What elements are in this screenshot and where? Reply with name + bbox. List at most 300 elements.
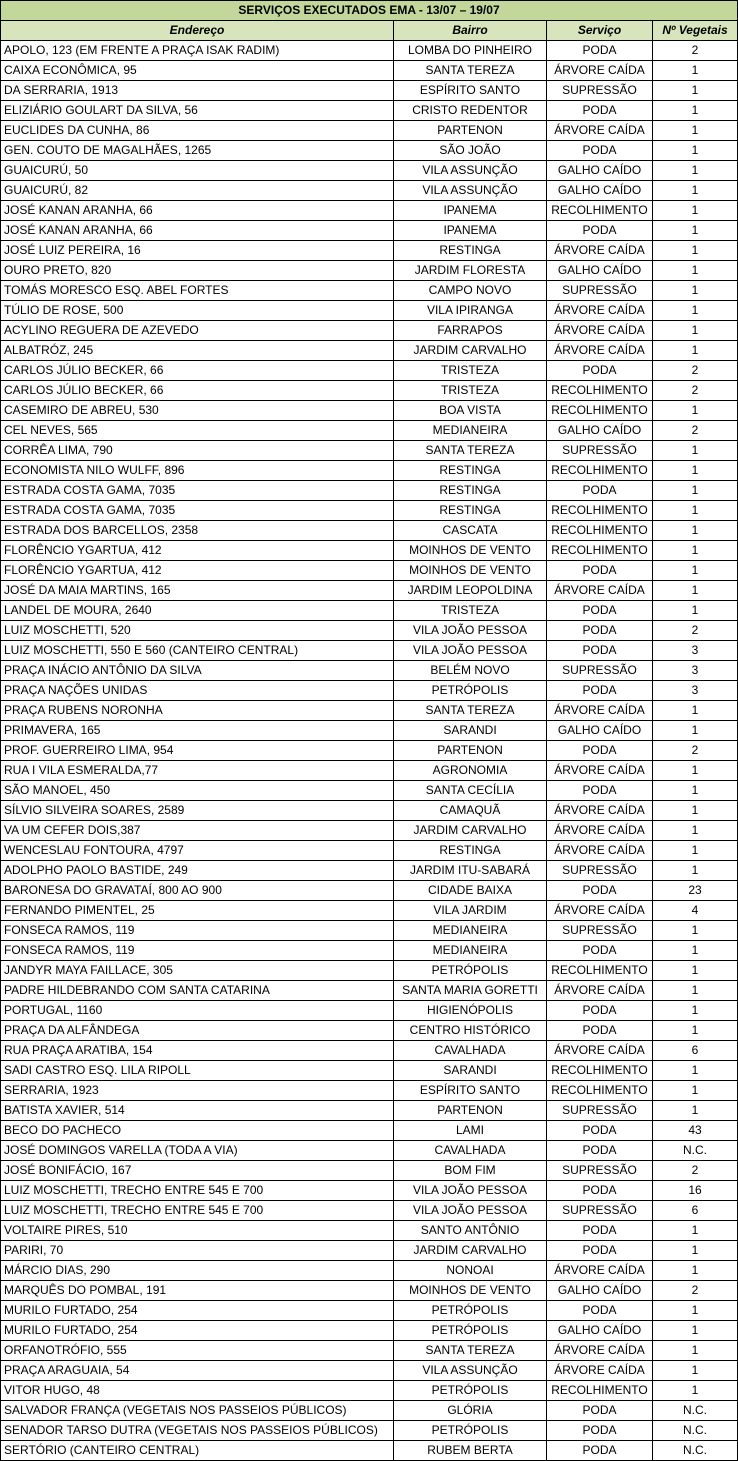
cell-bairro: CAVALHADA <box>394 1041 547 1061</box>
cell-servico: PODA <box>547 1221 653 1241</box>
cell-bairro: PARTENON <box>394 121 547 141</box>
cell-num-vegetais: N.C. <box>653 1401 738 1421</box>
cell-servico: SUPRESSÃO <box>547 661 653 681</box>
cell-endereco: EUCLIDES DA CUNHA, 86 <box>1 121 394 141</box>
table-row <box>1 281 738 301</box>
cell-bairro: RESTINGA <box>394 481 547 501</box>
cell-num-vegetais: 4 <box>653 901 738 921</box>
table-body <box>1 41 738 1461</box>
cell-servico: ÁRVORE CAÍDA <box>547 1341 653 1361</box>
table-row <box>1 1001 738 1021</box>
cell-bairro: CAVALHADA <box>394 1141 547 1161</box>
cell-bairro: HIGIENÓPOLIS <box>394 1001 547 1021</box>
cell-bairro: VILA ASSUNÇÃO <box>394 1361 547 1381</box>
table-row <box>1 381 738 401</box>
cell-servico: PODA <box>547 1121 653 1141</box>
cell-servico: PODA <box>547 1241 653 1261</box>
cell-endereco: ESTRADA DOS BARCELLOS, 2358 <box>1 521 394 541</box>
cell-endereco: PROF. GUERREIRO LIMA, 954 <box>1 741 394 761</box>
table-row <box>1 761 738 781</box>
cell-num-vegetais: 1 <box>653 121 738 141</box>
column-header-servico: Serviço <box>547 21 653 41</box>
table-row <box>1 1201 738 1221</box>
cell-num-vegetais: 1 <box>653 261 738 281</box>
cell-bairro: IPANEMA <box>394 201 547 221</box>
cell-num-vegetais: 1 <box>653 781 738 801</box>
cell-bairro: CRISTO REDENTOR <box>394 101 547 121</box>
cell-endereco: VITOR HUGO, 48 <box>1 1381 394 1401</box>
table-row <box>1 181 738 201</box>
cell-endereco: ADOLPHO PAOLO BASTIDE, 249 <box>1 861 394 881</box>
cell-bairro: SARANDI <box>394 1061 547 1081</box>
table-row <box>1 741 738 761</box>
cell-num-vegetais: 1 <box>653 401 738 421</box>
cell-bairro: PETRÓPOLIS <box>394 1381 547 1401</box>
table-row <box>1 1381 738 1401</box>
cell-bairro: SANTA TEREZA <box>394 701 547 721</box>
cell-endereco: ESTRADA COSTA GAMA, 7035 <box>1 501 394 521</box>
cell-servico: ÁRVORE CAÍDA <box>547 61 653 81</box>
cell-endereco: GUAICURÚ, 50 <box>1 161 394 181</box>
table-row <box>1 701 738 721</box>
cell-servico: SUPRESSÃO <box>547 921 653 941</box>
table-row <box>1 201 738 221</box>
cell-endereco: JANDYR MAYA FAILLACE, 305 <box>1 961 394 981</box>
cell-num-vegetais: 1 <box>653 481 738 501</box>
table-row <box>1 1261 738 1281</box>
cell-num-vegetais: 1 <box>653 821 738 841</box>
cell-servico: SUPRESSÃO <box>547 1101 653 1121</box>
cell-endereco: ESTRADA COSTA GAMA, 7035 <box>1 481 394 501</box>
cell-num-vegetais: 2 <box>653 1161 738 1181</box>
cell-bairro: RESTINGA <box>394 241 547 261</box>
cell-servico: SUPRESSÃO <box>547 1201 653 1221</box>
cell-bairro: CAMAQUÃ <box>394 801 547 821</box>
cell-endereco: LANDEL DE MOURA, 2640 <box>1 601 394 621</box>
table-row <box>1 401 738 421</box>
cell-endereco: SADI CASTRO ESQ. LILA RIPOLL <box>1 1061 394 1081</box>
table-row <box>1 1281 738 1301</box>
cell-num-vegetais: 1 <box>653 1081 738 1101</box>
cell-endereco: PARIRI, 70 <box>1 1241 394 1261</box>
cell-bairro: JARDIM FLORESTA <box>394 261 547 281</box>
table-row <box>1 881 738 901</box>
cell-num-vegetais: 1 <box>653 981 738 1001</box>
cell-servico: RECOLHIMENTO <box>547 381 653 401</box>
column-header-num-vegetais: Nº Vegetais <box>653 21 738 41</box>
cell-endereco: PRAÇA ARAGUAIA, 54 <box>1 1361 394 1381</box>
cell-num-vegetais: 1 <box>653 1001 738 1021</box>
cell-num-vegetais: 3 <box>653 681 738 701</box>
cell-num-vegetais: 1 <box>653 321 738 341</box>
cell-endereco: PRAÇA INÁCIO ANTÔNIO DA SILVA <box>1 661 394 681</box>
cell-num-vegetais: 1 <box>653 1221 738 1241</box>
table-row <box>1 981 738 1001</box>
cell-endereco: SALVADOR FRANÇA (VEGETAIS NOS PASSEIOS PÚBLICOS) <box>1 1401 394 1421</box>
cell-num-vegetais: 3 <box>653 641 738 661</box>
cell-num-vegetais: 23 <box>653 881 738 901</box>
table-row <box>1 1161 738 1181</box>
cell-endereco: JOSÉ DA MAIA MARTINS, 165 <box>1 581 394 601</box>
cell-num-vegetais: 1 <box>653 1361 738 1381</box>
cell-bairro: FARRAPOS <box>394 321 547 341</box>
cell-num-vegetais: 1 <box>653 961 738 981</box>
cell-num-vegetais: 1 <box>653 521 738 541</box>
cell-num-vegetais: 1 <box>653 701 738 721</box>
cell-num-vegetais: 1 <box>653 1061 738 1081</box>
cell-endereco: FERNANDO PIMENTEL, 25 <box>1 901 394 921</box>
table-row <box>1 1341 738 1361</box>
cell-bairro: PARTENON <box>394 741 547 761</box>
cell-num-vegetais: 2 <box>653 421 738 441</box>
table-row <box>1 581 738 601</box>
cell-bairro: SANTA TEREZA <box>394 61 547 81</box>
cell-endereco: MURILO FURTADO, 254 <box>1 1301 394 1321</box>
cell-bairro: LOMBA DO PINHEIRO <box>394 41 547 61</box>
table-row <box>1 481 738 501</box>
cell-servico: PODA <box>547 141 653 161</box>
cell-bairro: SANTA TEREZA <box>394 1341 547 1361</box>
cell-num-vegetais: 2 <box>653 361 738 381</box>
table-row <box>1 141 738 161</box>
cell-servico: ÁRVORE CAÍDA <box>547 1041 653 1061</box>
cell-num-vegetais: 1 <box>653 1301 738 1321</box>
cell-servico: PODA <box>547 621 653 641</box>
cell-bairro: RESTINGA <box>394 841 547 861</box>
cell-bairro: MOINHOS DE VENTO <box>394 541 547 561</box>
cell-endereco: RUA PRAÇA ARATIBA, 154 <box>1 1041 394 1061</box>
cell-servico: PODA <box>547 1301 653 1321</box>
cell-bairro: VILA JARDIM <box>394 901 547 921</box>
cell-bairro: VILA JOÃO PESSOA <box>394 1201 547 1221</box>
table-row <box>1 601 738 621</box>
cell-num-vegetais: 1 <box>653 1241 738 1261</box>
table-row <box>1 1221 738 1241</box>
cell-bairro: MEDIANEIRA <box>394 941 547 961</box>
cell-servico: PODA <box>547 41 653 61</box>
cell-bairro: JARDIM ITU-SABARÁ <box>394 861 547 881</box>
cell-endereco: FONSECA RAMOS, 119 <box>1 941 394 961</box>
table-row <box>1 941 738 961</box>
cell-bairro: VILA JOÃO PESSOA <box>394 621 547 641</box>
cell-bairro: CENTRO HISTÓRICO <box>394 1021 547 1041</box>
cell-servico: PODA <box>547 1421 653 1441</box>
table-row <box>1 561 738 581</box>
cell-bairro: RESTINGA <box>394 501 547 521</box>
cell-endereco: ACYLINO REGUERA DE AZEVEDO <box>1 321 394 341</box>
cell-bairro: SANTA MARIA GORETTI <box>394 981 547 1001</box>
cell-num-vegetais: 2 <box>653 621 738 641</box>
cell-servico: PODA <box>547 1001 653 1021</box>
table-row <box>1 1061 738 1081</box>
cell-servico: ÁRVORE CAÍDA <box>547 801 653 821</box>
cell-num-vegetais: 1 <box>653 81 738 101</box>
cell-endereco: JOSÉ BONIFÁCIO, 167 <box>1 1161 394 1181</box>
cell-num-vegetais: 16 <box>653 1181 738 1201</box>
cell-endereco: OURO PRETO, 820 <box>1 261 394 281</box>
cell-num-vegetais: 1 <box>653 161 738 181</box>
cell-bairro: JARDIM CARVALHO <box>394 821 547 841</box>
cell-endereco: GUAICURÚ, 82 <box>1 181 394 201</box>
table-row <box>1 161 738 181</box>
cell-num-vegetais: 2 <box>653 381 738 401</box>
cell-servico: PODA <box>547 481 653 501</box>
table-row <box>1 801 738 821</box>
cell-servico: PODA <box>547 601 653 621</box>
cell-servico: PODA <box>547 1141 653 1161</box>
cell-endereco: TÚLIO DE ROSE, 500 <box>1 301 394 321</box>
cell-servico: ÁRVORE CAÍDA <box>547 301 653 321</box>
cell-servico: SUPRESSÃO <box>547 281 653 301</box>
cell-endereco: ELIZIÁRIO GOULART DA SILVA, 56 <box>1 101 394 121</box>
cell-endereco: PRAÇA RUBENS NORONHA <box>1 701 394 721</box>
cell-servico: ÁRVORE CAÍDA <box>547 1361 653 1381</box>
cell-servico: ÁRVORE CAÍDA <box>547 701 653 721</box>
cell-endereco: CAIXA ECONÔMICA, 95 <box>1 61 394 81</box>
cell-num-vegetais: 1 <box>653 281 738 301</box>
cell-servico: PODA <box>547 741 653 761</box>
table-row <box>1 221 738 241</box>
cell-servico: RECOLHIMENTO <box>547 1061 653 1081</box>
cell-servico: GALHO CAÍDO <box>547 1321 653 1341</box>
cell-servico: SUPRESSÃO <box>547 81 653 101</box>
cell-servico: ÁRVORE CAÍDA <box>547 321 653 341</box>
cell-bairro: CASCATA <box>394 521 547 541</box>
cell-servico: PODA <box>547 641 653 661</box>
cell-endereco: SÍLVIO SILVEIRA SOARES, 2589 <box>1 801 394 821</box>
cell-num-vegetais: 1 <box>653 221 738 241</box>
cell-bairro: MOINHOS DE VENTO <box>394 561 547 581</box>
table-row <box>1 1181 738 1201</box>
cell-servico: PODA <box>547 361 653 381</box>
cell-bairro: RESTINGA <box>394 461 547 481</box>
table-row <box>1 1101 738 1121</box>
cell-num-vegetais: N.C. <box>653 1421 738 1441</box>
header-row <box>1 21 738 41</box>
cell-servico: ÁRVORE CAÍDA <box>547 341 653 361</box>
cell-servico: RECOLHIMENTO <box>547 501 653 521</box>
cell-bairro: PARTENON <box>394 1101 547 1121</box>
cell-servico: GALHO CAÍDO <box>547 421 653 441</box>
table-row <box>1 361 738 381</box>
column-header-bairro: Bairro <box>394 21 547 41</box>
table-row <box>1 1121 738 1141</box>
cell-num-vegetais: 2 <box>653 741 738 761</box>
table-row <box>1 1401 738 1421</box>
cell-num-vegetais: 1 <box>653 561 738 581</box>
cell-endereco: SERTÓRIO (CANTEIRO CENTRAL) <box>1 1441 394 1461</box>
cell-bairro: CIDADE BAIXA <box>394 881 547 901</box>
cell-endereco: GEN. COUTO DE MAGALHÃES, 1265 <box>1 141 394 161</box>
cell-endereco: BECO DO PACHECO <box>1 1121 394 1141</box>
table-row <box>1 461 738 481</box>
cell-servico: ÁRVORE CAÍDA <box>547 981 653 1001</box>
cell-bairro: SARANDI <box>394 721 547 741</box>
table-row <box>1 61 738 81</box>
column-header-endereco: Endereço <box>1 21 394 41</box>
cell-endereco: VOLTAIRE PIRES, 510 <box>1 1221 394 1241</box>
cell-bairro: VILA JOÃO PESSOA <box>394 641 547 661</box>
cell-servico: RECOLHIMENTO <box>547 1381 653 1401</box>
cell-endereco: JOSÉ KANAN ARANHA, 66 <box>1 221 394 241</box>
cell-num-vegetais: 6 <box>653 1201 738 1221</box>
cell-endereco: FLORÊNCIO YGARTUA, 412 <box>1 561 394 581</box>
cell-bairro: ESPÍRITO SANTO <box>394 1081 547 1101</box>
table-row <box>1 81 738 101</box>
table-row <box>1 41 738 61</box>
cell-num-vegetais: 1 <box>653 1321 738 1341</box>
cell-endereco: SÃO MANOEL, 450 <box>1 781 394 801</box>
cell-bairro: GLÓRIA <box>394 1401 547 1421</box>
cell-bairro: TRISTEZA <box>394 381 547 401</box>
cell-servico: ÁRVORE CAÍDA <box>547 841 653 861</box>
cell-bairro: VILA IPIRANGA <box>394 301 547 321</box>
cell-num-vegetais: 1 <box>653 941 738 961</box>
cell-servico: ÁRVORE CAÍDA <box>547 901 653 921</box>
cell-bairro: MOINHOS DE VENTO <box>394 1281 547 1301</box>
table-row <box>1 781 738 801</box>
table-row <box>1 1421 738 1441</box>
cell-num-vegetais: 1 <box>653 861 738 881</box>
cell-servico: PODA <box>547 1021 653 1041</box>
cell-bairro: VILA JOÃO PESSOA <box>394 1181 547 1201</box>
table-row <box>1 621 738 641</box>
cell-endereco: PRAÇA DA ALFÂNDEGA <box>1 1021 394 1041</box>
cell-bairro: JARDIM CARVALHO <box>394 1241 547 1261</box>
cell-servico: GALHO CAÍDO <box>547 181 653 201</box>
cell-bairro: BOM FIM <box>394 1161 547 1181</box>
cell-bairro: SANTA CECÍLIA <box>394 781 547 801</box>
cell-num-vegetais: 1 <box>653 301 738 321</box>
cell-num-vegetais: 1 <box>653 1101 738 1121</box>
cell-servico: ÁRVORE CAÍDA <box>547 241 653 261</box>
cell-num-vegetais: 1 <box>653 61 738 81</box>
table-row <box>1 441 738 461</box>
cell-endereco: CARLOS JÚLIO BECKER, 66 <box>1 381 394 401</box>
cell-num-vegetais: 2 <box>653 1281 738 1301</box>
cell-num-vegetais: 1 <box>653 1261 738 1281</box>
cell-endereco: LUIZ MOSCHETTI, 520 <box>1 621 394 641</box>
cell-servico: ÁRVORE CAÍDA <box>547 1261 653 1281</box>
cell-bairro: TRISTEZA <box>394 601 547 621</box>
table-row <box>1 541 738 561</box>
cell-servico: SUPRESSÃO <box>547 441 653 461</box>
cell-num-vegetais: 1 <box>653 181 738 201</box>
cell-num-vegetais: 1 <box>653 1341 738 1361</box>
cell-num-vegetais: 1 <box>653 1021 738 1041</box>
cell-bairro: PETRÓPOLIS <box>394 1301 547 1321</box>
cell-num-vegetais: 1 <box>653 241 738 261</box>
cell-servico: ÁRVORE CAÍDA <box>547 581 653 601</box>
table-row <box>1 1301 738 1321</box>
table-row <box>1 1141 738 1161</box>
cell-bairro: SANTA TEREZA <box>394 441 547 461</box>
cell-bairro: CAMPO NOVO <box>394 281 547 301</box>
cell-bairro: PETRÓPOLIS <box>394 961 547 981</box>
cell-num-vegetais: 1 <box>653 801 738 821</box>
table-row <box>1 321 738 341</box>
cell-endereco: CORRÊA LIMA, 790 <box>1 441 394 461</box>
cell-endereco: BARONESA DO GRAVATAÍ, 800 AO 900 <box>1 881 394 901</box>
cell-bairro: NONOAI <box>394 1261 547 1281</box>
cell-endereco: PRIMAVERA, 165 <box>1 721 394 741</box>
cell-endereco: APOLO, 123 (EM FRENTE A PRAÇA ISAK RADIM) <box>1 41 394 61</box>
cell-bairro: SÃO JOÃO <box>394 141 547 161</box>
cell-endereco: JOSÉ DOMINGOS VARELLA (TODA A VIA) <box>1 1141 394 1161</box>
cell-num-vegetais: 1 <box>653 341 738 361</box>
cell-num-vegetais: 1 <box>653 441 738 461</box>
cell-endereco: LUIZ MOSCHETTI, TRECHO ENTRE 545 E 700 <box>1 1201 394 1221</box>
cell-endereco: RUA I VILA ESMERALDA,77 <box>1 761 394 781</box>
cell-endereco: CEL NEVES, 565 <box>1 421 394 441</box>
cell-endereco: ORFANOTRÓFIO, 555 <box>1 1341 394 1361</box>
cell-bairro: MEDIANEIRA <box>394 921 547 941</box>
table-row <box>1 821 738 841</box>
cell-endereco: WENCESLAU FONTOURA, 4797 <box>1 841 394 861</box>
cell-servico: GALHO CAÍDO <box>547 261 653 281</box>
cell-bairro: SANTO ANTÔNIO <box>394 1221 547 1241</box>
cell-bairro: JARDIM CARVALHO <box>394 341 547 361</box>
cell-bairro: IPANEMA <box>394 221 547 241</box>
cell-num-vegetais: N.C. <box>653 1441 738 1461</box>
table-row <box>1 1321 738 1341</box>
cell-servico: RECOLHIMENTO <box>547 961 653 981</box>
cell-num-vegetais: 3 <box>653 661 738 681</box>
cell-servico: ÁRVORE CAÍDA <box>547 761 653 781</box>
cell-num-vegetais: 1 <box>653 501 738 521</box>
cell-endereco: PORTUGAL, 1160 <box>1 1001 394 1021</box>
cell-num-vegetais: 1 <box>653 921 738 941</box>
cell-bairro: MEDIANEIRA <box>394 421 547 441</box>
cell-bairro: TRISTEZA <box>394 361 547 381</box>
cell-servico: PODA <box>547 941 653 961</box>
cell-bairro: BOA VISTA <box>394 401 547 421</box>
table-row <box>1 861 738 881</box>
cell-servico: PODA <box>547 681 653 701</box>
cell-servico: RECOLHIMENTO <box>547 541 653 561</box>
cell-bairro: JARDIM LEOPOLDINA <box>394 581 547 601</box>
table-row <box>1 421 738 441</box>
cell-num-vegetais: 1 <box>653 761 738 781</box>
cell-num-vegetais: 1 <box>653 1381 738 1401</box>
table-row <box>1 681 738 701</box>
cell-servico: GALHO CAÍDO <box>547 161 653 181</box>
table-row <box>1 721 738 741</box>
cell-bairro: BELÉM NOVO <box>394 661 547 681</box>
cell-bairro: PETRÓPOLIS <box>394 1421 547 1441</box>
cell-endereco: JOSÉ LUIZ PEREIRA, 16 <box>1 241 394 261</box>
cell-servico: RECOLHIMENTO <box>547 401 653 421</box>
table-row <box>1 641 738 661</box>
cell-endereco: ECONOMISTA NILO WULFF, 896 <box>1 461 394 481</box>
table-row <box>1 961 738 981</box>
table-row <box>1 261 738 281</box>
table-row <box>1 521 738 541</box>
table-row <box>1 921 738 941</box>
cell-servico: PODA <box>547 1441 653 1461</box>
cell-num-vegetais: N.C. <box>653 1141 738 1161</box>
cell-endereco: LUIZ MOSCHETTI, TRECHO ENTRE 545 E 700 <box>1 1181 394 1201</box>
cell-servico: PODA <box>547 561 653 581</box>
table-row <box>1 1441 738 1461</box>
table-row <box>1 1361 738 1381</box>
cell-endereco: SENADOR TARSO DUTRA (VEGETAIS NOS PASSEIOS PÚBLICOS) <box>1 1421 394 1441</box>
cell-bairro: PETRÓPOLIS <box>394 681 547 701</box>
cell-bairro: VILA ASSUNÇÃO <box>394 161 547 181</box>
table-row <box>1 661 738 681</box>
table-row <box>1 1241 738 1261</box>
cell-bairro: ESPÍRITO SANTO <box>394 81 547 101</box>
